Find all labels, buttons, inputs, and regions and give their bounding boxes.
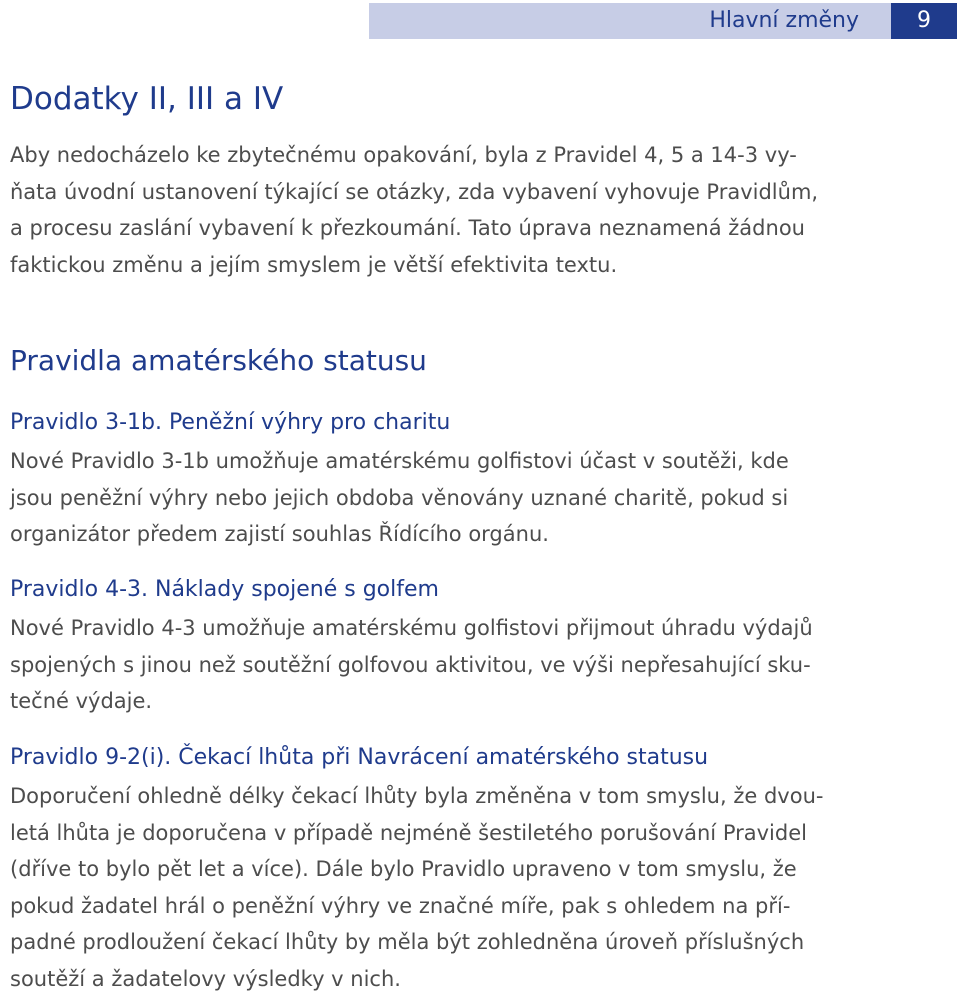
text-line: jsou peněžní výhry nebo jejich obdoba věnovány uznané charitě, pokud si — [10, 485, 789, 510]
text-line: spojených s jinou než soutěžní golfovou aktivitou, ve výši nepřesahující sku- — [10, 652, 811, 677]
text-line: Nové Pravidlo 3-1b umožňuje amatérskému golfistovi účast v soutěži, kde — [10, 449, 789, 473]
text-line: organizátor předem zajistí souhlas Řídícího orgánu. — [10, 522, 549, 547]
header-title: Hlavní změny — [709, 8, 859, 33]
rule-title-4-3: Pravidlo 4-3. Náklady spojené s golfem — [10, 577, 439, 602]
paragraph-rule-4-3 — [10, 610, 958, 720]
section-heading-appendices: Dodatky II, III a IV — [10, 81, 284, 117]
paragraph-rule-9-2i — [10, 778, 958, 998]
paragraph-appendices — [10, 137, 958, 283]
text-line: tečné výdaje. — [10, 689, 153, 714]
text-line: ňata úvodní ustanovení týkající se otázky, zda vybavení vyhovuje Pravidlům, — [10, 179, 819, 204]
page-number: 9 — [917, 8, 931, 33]
text-line: soutěží a žadatelovy výsledky v nich. — [10, 966, 401, 991]
text-line: padné prodloužení čekací lhůty by měla být zohledněna úroveň příslušných — [10, 930, 805, 955]
page-number-box — [891, 3, 957, 39]
text-line: (dříve to bylo pět let a více). Dále bylo Pravidlo upraveno v tom smyslu, že — [10, 857, 797, 882]
running-header — [369, 3, 891, 39]
paragraph-rule-3-1b — [10, 443, 958, 553]
text-line: Aby nedocházelo ke zbytečnému opakování, byla z Pravidel 4, 5 a 14-3 vy- — [10, 143, 797, 167]
text-line: Doporučení ohledně délky čekací lhůty byla změněna v tom smyslu, že dvou- — [10, 784, 824, 808]
rule-title-3-1b: Pravidlo 3-1b. Peněžní výhry pro charitu — [10, 410, 451, 435]
text-line: faktickou změnu a jejím smyslem je větší efektivita textu. — [10, 252, 618, 277]
text-line: a procesu zaslání vybavení k přezkoumání. Tato úprava neznamená žádnou — [10, 216, 805, 241]
text-line: letá lhůta je doporučena v případě nejméně šestiletého porušování Pravidel — [10, 820, 807, 845]
rule-title-9-2i: Pravidlo 9-2(i). Čekací lhůta při Navrácení amatérského statusu — [10, 745, 709, 770]
text-line: pokud žadatel hrál o peněžní výhry ve značné míře, pak s ohledem na pří- — [10, 893, 791, 918]
text-line: Nové Pravidlo 4-3 umožňuje amatérskému golfistovi přijmout úhradu výdajů — [10, 616, 813, 640]
section-heading-amateur-status: Pravidla amatérského statusu — [10, 344, 427, 377]
